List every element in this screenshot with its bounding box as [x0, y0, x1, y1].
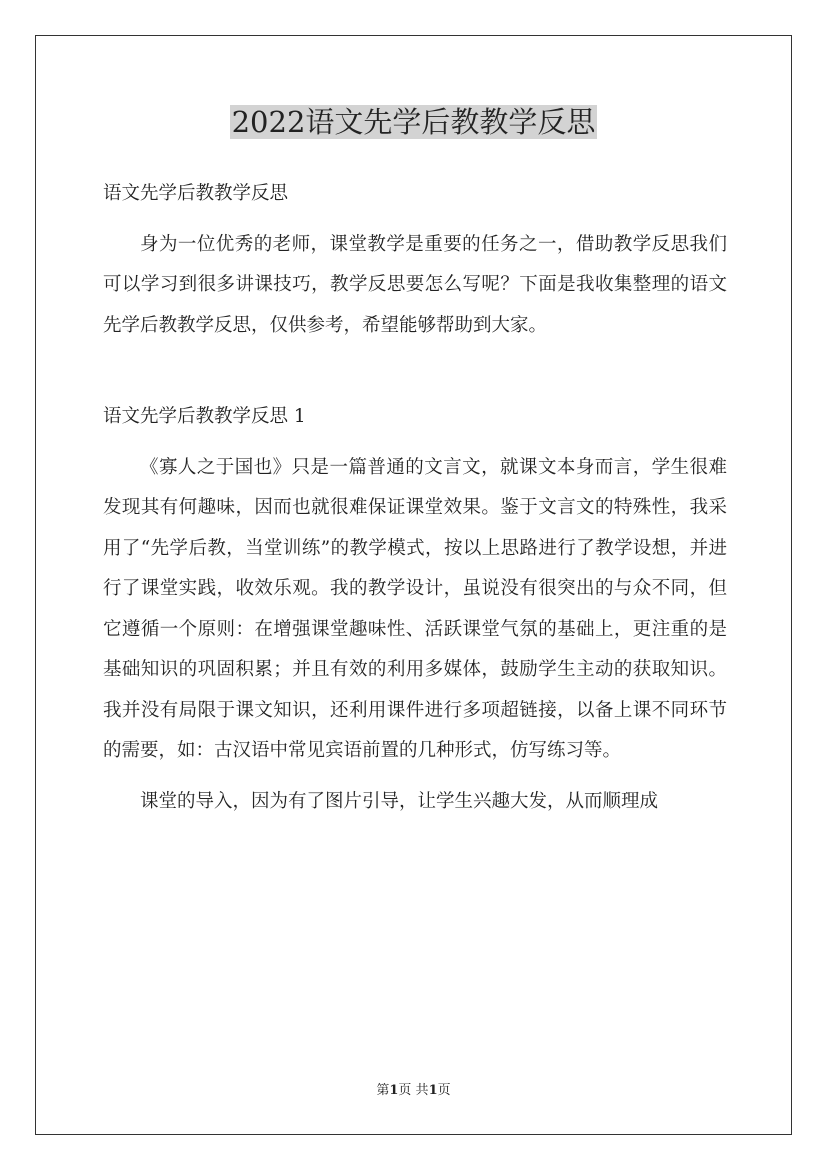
document-title-text: 2022语文先学后教教学反思: [231, 105, 596, 139]
body-paragraph-1: 《寡人之于国也》只是一篇普通的文言文，就课文本身而言，学生很难发现其有何趣味，因而也就很难保证课堂效果。鉴于文言文的特殊性，我采用了“先学后教，当堂训练”的教学模式，按以上思路进行了教学设想，并进行了课堂实践，收效乐观。我的教学设计，虽说没有很突出的与众不同，但它遵循一个原则：在增强课堂趣味性、活跃课堂气氛的基础上，更注重的是基础知识的巩固积累；并且有效的利用多媒体，鼓励学生主动的获取知识。我并没有局限于课文知识，还利用课件进行多项超链接，以备上课不同环节的需要，如：古汉语中常见宾语前置的几种形式，仿写练习等。: [103, 456, 727, 761]
footer-suffix: 页: [437, 1083, 451, 1098]
document-title: [0, 102, 827, 142]
body-paragraph-2: 课堂的导入，因为有了图片引导，让学生兴趣大发，从而顺理成: [140, 790, 659, 812]
intro-paragraph: 身为一位优秀的老师，课堂教学是重要的任务之一，借助教学反思我们可以学习到很多讲课技巧，教学反思要怎么写呢？下面是我收集整理的语文先学后教教学反思，仅供参考，希望能够帮助到大家。: [103, 233, 727, 336]
footer-page-number: 1: [389, 1083, 399, 1098]
section-heading: 语文先学后教教学反思 1: [103, 406, 306, 427]
footer-middle: 页 共: [398, 1083, 429, 1098]
page-footer: [0, 1082, 827, 1100]
footer-total-pages: 1: [428, 1083, 438, 1098]
document-subtitle: 语文先学后教教学反思: [103, 183, 289, 204]
document-body: [103, 174, 727, 822]
footer-prefix: 第: [376, 1083, 390, 1098]
